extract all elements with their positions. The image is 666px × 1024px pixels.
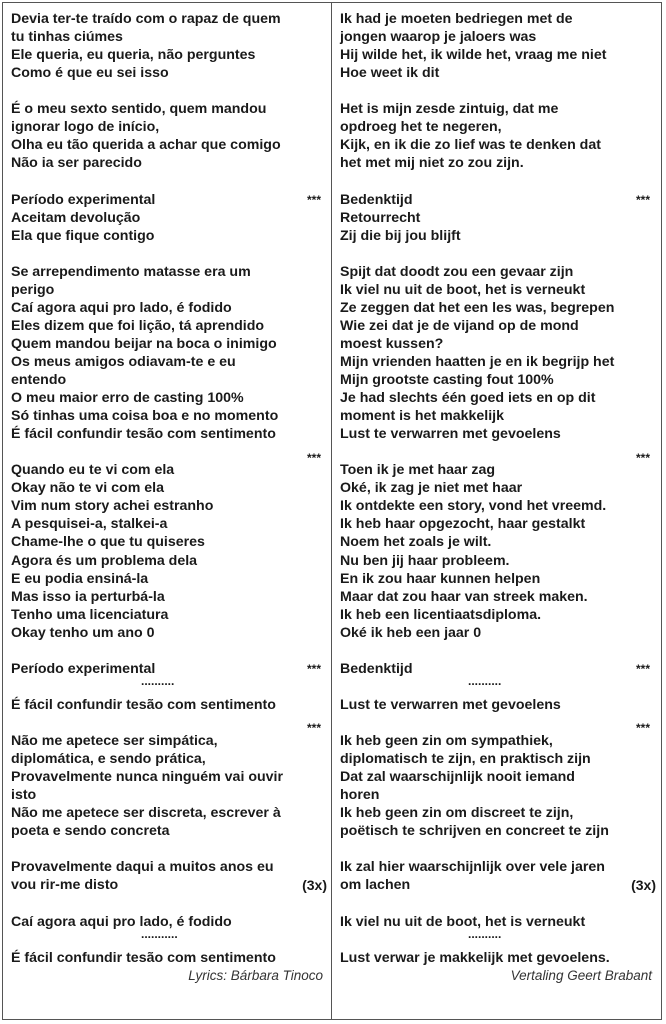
left-lyric-line: Se arrependimento matasse era um	[11, 263, 251, 280]
right-lyric-line: Ik heb geen zin om discreet te zijn,	[340, 805, 574, 822]
left-lyric-line: vou rir-me disto	[11, 877, 119, 894]
right-lyric-line: Ik zal hier waarschijnlijk over vele jaren	[340, 859, 605, 876]
left-lyric-line: Vim num story achei estranho	[11, 498, 214, 515]
right-lyric-line: Lust verwar je makkelijk met gevoelens.	[340, 949, 610, 966]
right-lyric-line: om lachen	[340, 877, 411, 894]
right-section-marker: ***	[635, 721, 650, 736]
right-lyric-line: En ik zou haar kunnen helpen	[340, 570, 541, 587]
right-lyric-line: Ik viel nu uit de boot, het is verneukt	[340, 281, 586, 298]
left-section-marker: ***	[306, 661, 321, 676]
left-lyric-line: Quem mandou beijar na boca o inimigo	[11, 335, 277, 352]
right-section-marker: ***	[635, 192, 650, 207]
right-lyric-line: moment is het makkelijk	[340, 408, 505, 425]
right-lyric-line: Zij die bij jou blijft	[340, 227, 461, 244]
right-lyric-line: Oké, ik zag je niet met haar	[340, 480, 523, 497]
right-lyric-line: poëtisch te schrijven en concreet te zijn	[340, 823, 609, 840]
right-lyric-line: Het is mijn zesde zintuig, dat me	[340, 101, 559, 118]
right-ellipsis-separator: ..........	[468, 926, 502, 941]
left-lyric-line: Só tinhas uma coisa boa e no momento	[11, 408, 279, 425]
right-lyric-line: Ik heb een licentiaatsdiploma.	[340, 606, 542, 623]
right-lyric-line: Toen ik je met haar zag	[340, 462, 496, 479]
left-lyric-line: perigo	[11, 281, 55, 298]
right-lyric-line: Bedenktijd	[340, 191, 413, 208]
left-lyric-line: Chame-lhe o que tu quiseres	[11, 534, 205, 551]
right-lyric-line: Ik viel nu uit de boot, het is verneukt	[340, 913, 586, 930]
left-lyric-line: É fácil confundir tesão com sentimento	[11, 949, 276, 966]
left-lyric-line: Provavelmente daqui a muitos anos eu	[11, 859, 274, 876]
left-lyric-line: Agora és um problema dela	[11, 552, 198, 569]
left-lyric-line: E eu podia ensiná-la	[11, 570, 149, 587]
left-lyric-line: Okay tenho um ano 0	[11, 624, 155, 641]
right-lyric-line: Retourrecht	[340, 209, 421, 226]
right-lyric-line: horen	[340, 787, 380, 804]
left-repeat-marker: (3x)	[302, 877, 327, 894]
left-lyric-line: Como é que eu sei isso	[11, 65, 169, 82]
right-lyric-line: Hij wilde het, ik wilde het, vraag me niet	[340, 47, 607, 64]
right-lyric-line: Maar dat zou haar van streek maken.	[340, 588, 588, 605]
left-lyric-line: Ele queria, eu queria, não perguntes	[11, 47, 256, 64]
right-lyric-line: Bedenktijd	[340, 660, 413, 677]
right-lyric-line: Je had slechts één goed iets en op dit	[340, 390, 596, 407]
right-lyric-line: het met mij niet zo zou zijn.	[340, 155, 524, 172]
left-lyric-line: isto	[11, 787, 37, 804]
left-lyric-line: poeta e sendo concreta	[11, 823, 170, 840]
right-lyric-line: Oké ik heb een jaar 0	[340, 624, 482, 641]
right-lyric-line: Ik had je moeten bedriegen met de	[340, 11, 573, 27]
right-repeat-marker: (3x)	[631, 877, 656, 894]
left-ellipsis-separator: ...........	[141, 926, 178, 941]
right-lyric-line: Noem het zoals je wilt.	[340, 534, 492, 551]
right-lyric-line: diplomatisch te zijn, en praktisch zijn	[340, 751, 591, 768]
left-lyric-line: entendo	[11, 372, 67, 388]
left-lyric-line: Caí agora aqui pro lado, é fodido	[11, 299, 232, 316]
right-lyric-line: Lust te verwarren met gevoelens	[340, 426, 561, 443]
left-ellipsis-separator: ..........	[141, 673, 175, 688]
left-lyric-line: ignorar logo de início,	[11, 119, 160, 136]
left-lyric-line: A pesquisei-a, stalkei-a	[11, 516, 168, 533]
right-lyric-line: Ik heb geen zin om sympathiek,	[340, 733, 553, 749]
left-lyric-line: tu tinhas ciúmes	[11, 29, 123, 46]
right-lyric-line: Mijn vrienden haatten je en ik begrijp het	[340, 353, 615, 370]
left-lyric-line: Não ia ser parecido	[11, 155, 142, 172]
right-credit: Vertaling Geert Brabant	[510, 967, 652, 983]
right-section-marker: ***	[635, 450, 650, 465]
left-lyric-line: É fácil confundir tesão com sentimento	[11, 696, 276, 713]
left-lyric-line: Olha eu tão querida a achar que comigo	[11, 137, 281, 154]
right-lyric-line: Mijn grootste casting fout 100%	[340, 372, 554, 388]
left-lyric-line: É fácil confundir tesão com sentimento	[11, 426, 276, 443]
right-lyric-line: Ik heb haar opgezocht, haar gestalkt	[340, 516, 586, 533]
left-lyric-line: Devia ter-te traído com o rapaz de quem	[11, 11, 281, 27]
left-credit: Lyrics: Bárbara Tinoco	[188, 967, 323, 983]
right-lyric-line: Kijk, en ik die zo lief was te denken dat	[340, 137, 601, 154]
right-lyric-line: Wie zei dat je de vijand op de mond	[340, 317, 579, 334]
left-lyric-line: É o meu sexto sentido, quem mandou	[11, 101, 267, 118]
right-lyric-line: Hoe weet ik dit	[340, 65, 440, 82]
left-lyric-line: Período experimental	[11, 660, 156, 677]
left-section-marker: ***	[306, 450, 321, 465]
left-section-marker: ***	[306, 192, 321, 207]
right-ellipsis-separator: ..........	[468, 673, 502, 688]
left-lyric-line: Eles dizem que foi lição, tá aprendido	[11, 317, 265, 334]
left-lyric-line: Os meus amigos odiavam-te e eu	[11, 353, 236, 370]
left-lyric-line: Caí agora aqui pro lado, é fodido	[11, 913, 232, 930]
right-lyric-line: Ze zeggen dat het een les was, begrepen	[340, 299, 615, 316]
left-lyric-line: Ela que fique contigo	[11, 227, 155, 244]
left-lyric-line: diplomática, e sendo prática,	[11, 751, 206, 768]
left-lyric-line: Okay não te vi com ela	[11, 480, 164, 497]
right-section-marker: ***	[635, 661, 650, 676]
right-lyric-line: Lust te verwarren met gevoelens	[340, 696, 561, 713]
left-lyric-line: Período experimental	[11, 191, 156, 208]
right-lyric-line: Dat zal waarschijnlijk nooit iemand	[340, 769, 575, 786]
left-lyric-line: Quando eu te vi com ela	[11, 462, 175, 479]
left-lyric-line: Não me apetece ser simpática,	[11, 733, 218, 749]
left-lyric-line: Mas isso ia perturbá-la	[11, 588, 165, 605]
left-lyric-line: O meu maior erro de casting 100%	[11, 390, 244, 407]
right-lyric-line: Nu ben jij haar probleem.	[340, 552, 510, 569]
column-divider	[331, 2, 332, 1020]
left-lyric-line: Provavelmente nunca ninguém vai ouvir	[11, 769, 284, 786]
right-lyric-line: Spijt dat doodt zou een gevaar zijn	[340, 263, 574, 280]
left-section-marker: ***	[306, 721, 321, 736]
left-lyric-line: Tenho uma licenciatura	[11, 606, 169, 623]
left-lyric-line: Não me apetece ser discreta, escrever à	[11, 805, 281, 822]
right-lyric-line: jongen waarop je jaloers was	[340, 29, 537, 46]
right-lyric-line: opdroeg het te negeren,	[340, 119, 502, 136]
right-lyric-line: moest kussen?	[340, 335, 444, 352]
right-lyric-line: Ik ontdekte een story, vond het vreemd.	[340, 498, 607, 515]
left-lyric-line: Aceitam devolução	[11, 209, 141, 226]
